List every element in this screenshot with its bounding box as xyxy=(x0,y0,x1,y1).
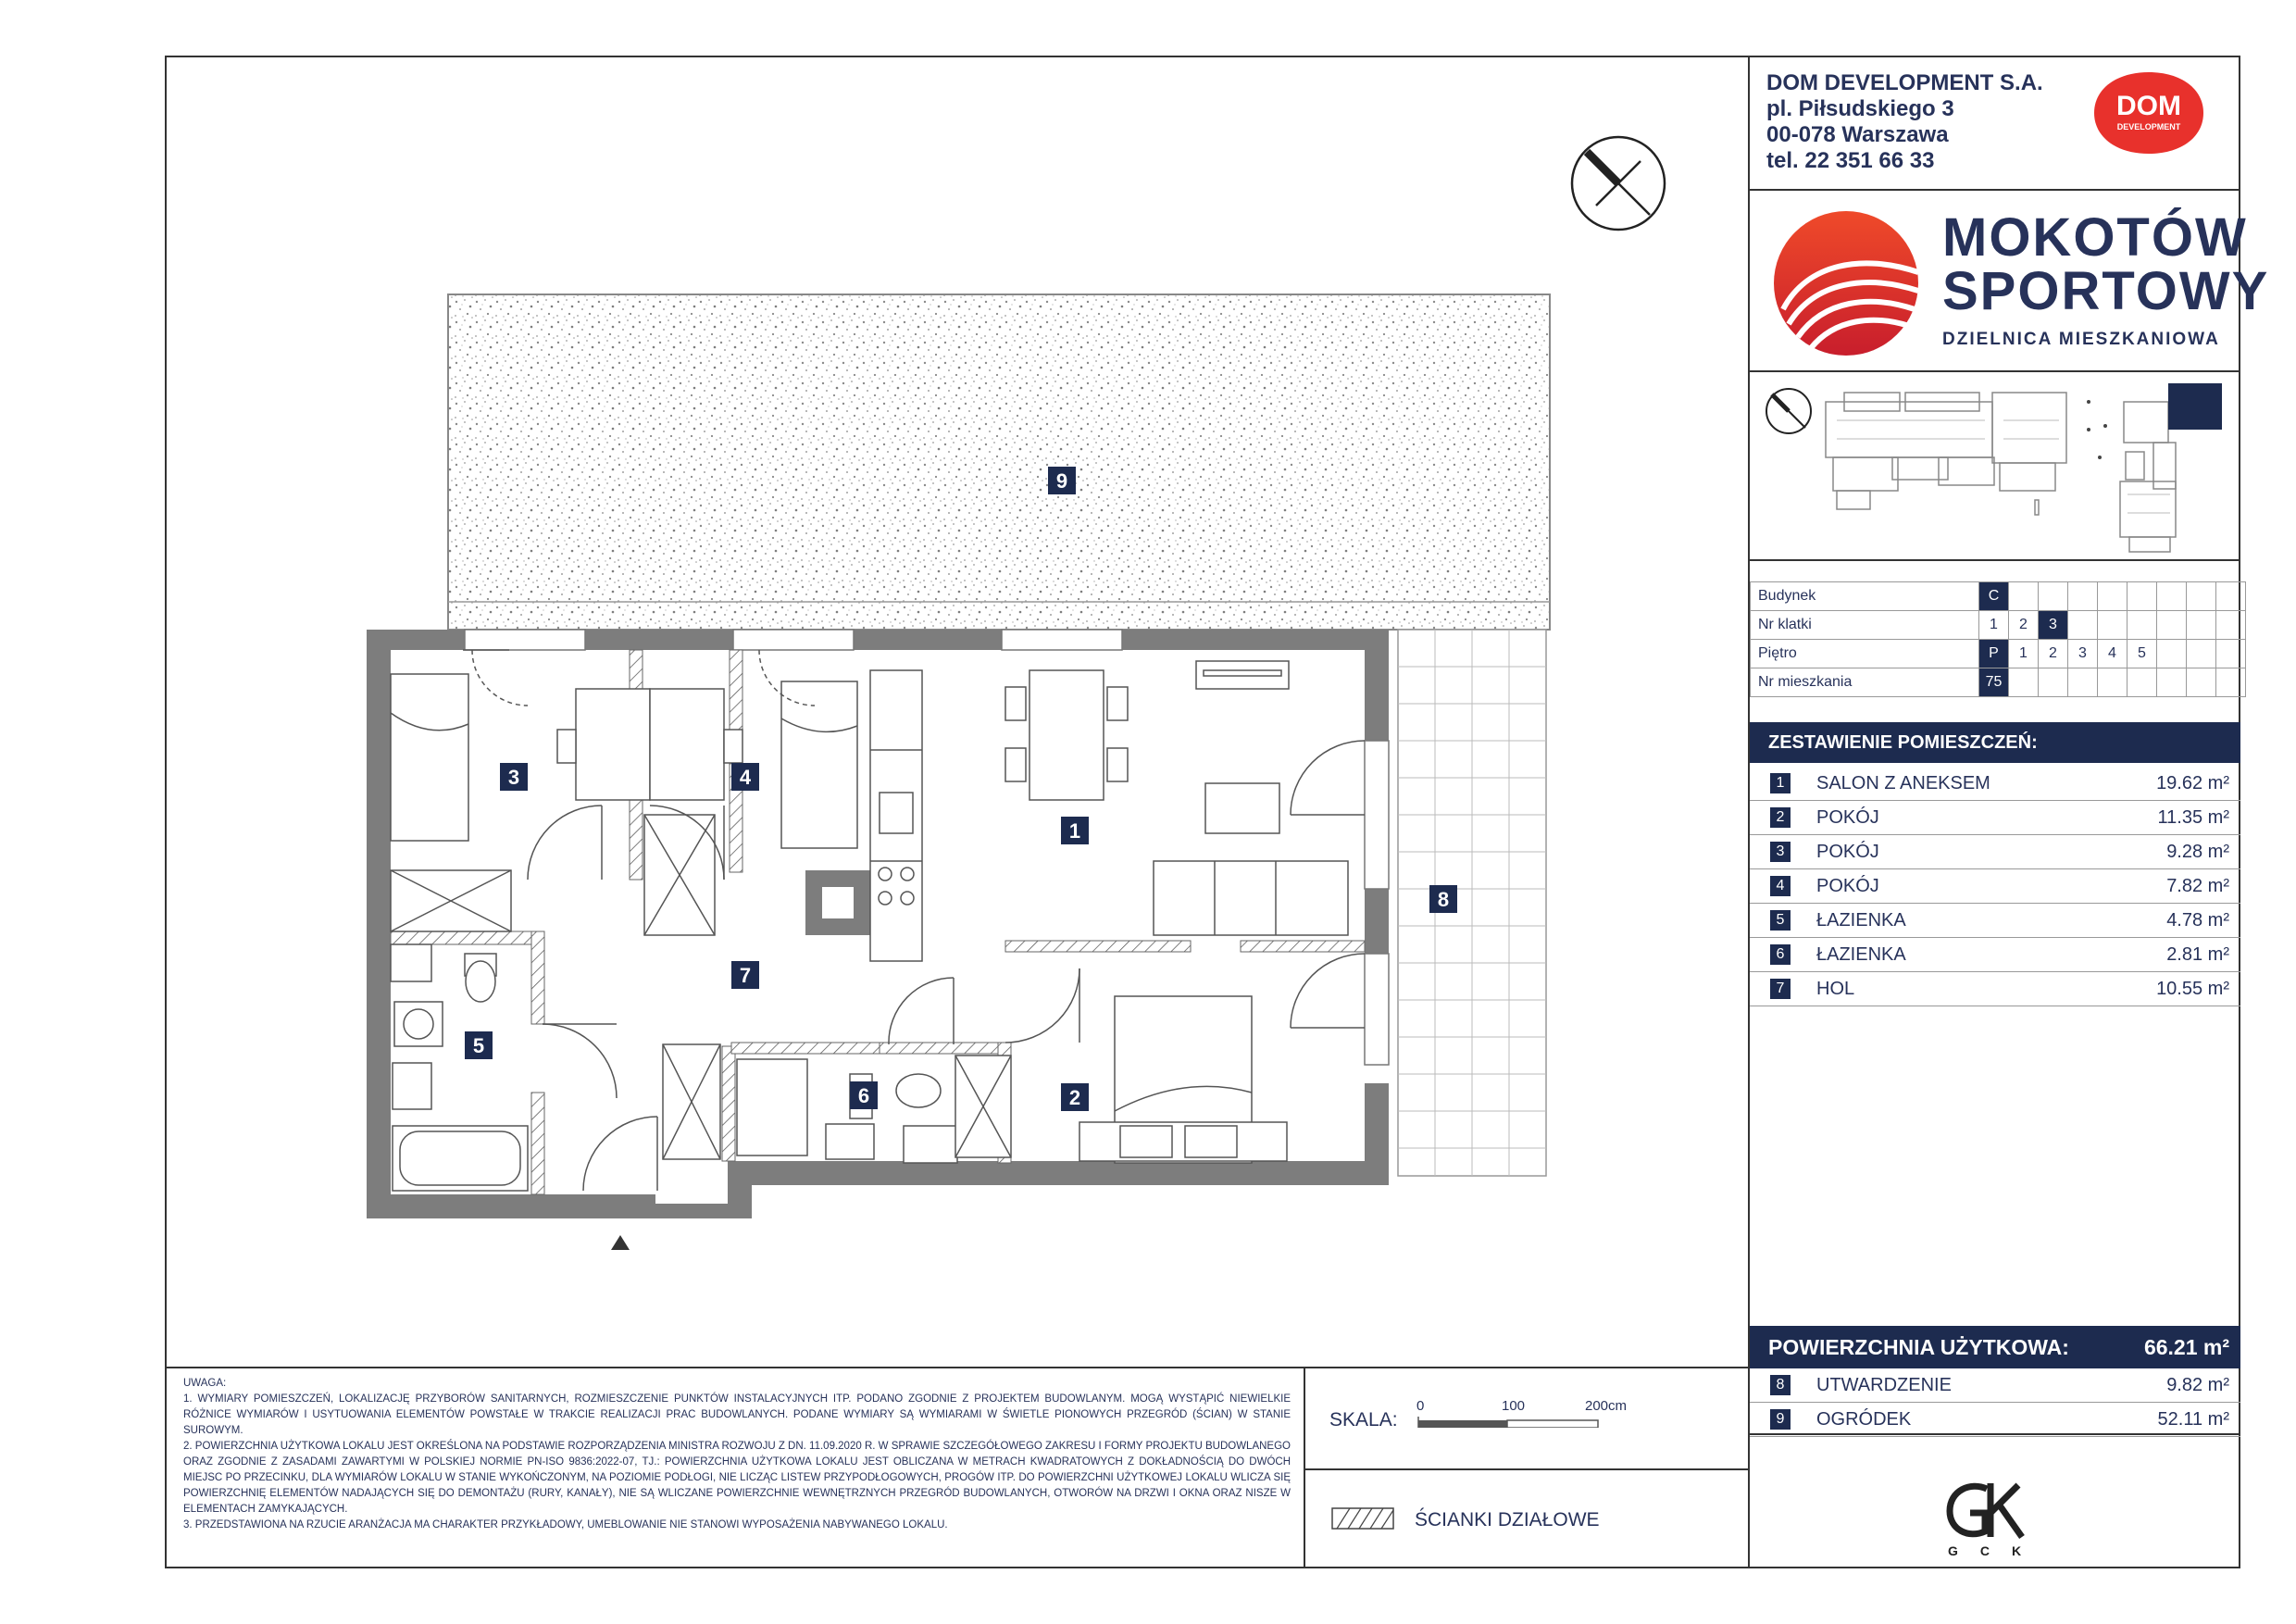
company-address-street: pl. Piłsudskiego 3 xyxy=(1766,96,1954,121)
plan-label-5: 5 xyxy=(472,1034,485,1057)
pietro-label: Piętro xyxy=(1751,640,1979,668)
note-item: 1. WYMIARY POMIESZCZEŃ, LOKALIZACJĘ PRZYBORÓW SANITARNYCH, ROZMIESZCZENIE PUNKTÓW INSTALACYJNYCH ITP. PODANO ZGODNIE Z PROJEKTEM BUDOWLANYM. MOGĄ WYSTĄPIĆ NIEWIELKIE RÓŻNICE WYMIARÓW I USYTUOWANIA ELEMENTÓW POWSTAŁE W TRAKCIE REALIZACJI PRAC BUDOWLANYCH. PODANE WYMIARY SĄ WYMIARAMI W ŚWIETLE PIONOWYCH PRZEGRÓD (ŚCIAN) W STANIE SUROWYM. xyxy=(183,1393,1291,1436)
room-row xyxy=(1750,869,2240,904)
note-item: 2. POWIERZCHNIA UŻYTKOWA LOKALU JEST OKREŚLONA NA PODSTAWIE ROZPORZĄDZENIA MINISTRA ROZWOJU Z DN. 11.09.2020 R. W SPRAWIE SZCZEGÓŁOWEGO ZAKRESU I FORMY PROJEKTU BUDOWLANEGO ORAZ ZGODNIE Z ZASADAMI ZAWARTYMI W POLSKIEJ NORMIE PN-ISO 9836:2022-07, TJ.: POWIERZCHNIA UŻYTKOWA LOKALU JEST OBLICZANA W METRACH KWADRATOWYCH Z DOKŁADNOŚCIĄ DO DWÓCH MIEJSC PO PRZECINKU, DLA WYMIARÓW LOKALU W STANIE WYKOŃCZONYM, NA POZIOMIE PODŁOGI, NIE LICZĄC LISTEW PRZYPODŁOGOWYCH, PROGÓW ITP. DO POWIERZCHNI UŻYTKOWEJ LOKALU WLICZA SIĘ POWIERZCHNIĘ ELEMENTÓW NADAJĄCYCH SIĘ DO DEMONTAŻU (RURY, KANAŁY), NIE SĄ WLICZANE POWIERZCHNIE WEWNĘTRZNYCH PRZEGRÓD BUDOWLANYCH, OTWORÓW NA DRZWI I OKNA ORAZ NISZE W ELEMENTACH ZAMYKAJĄCYCH. xyxy=(183,1441,1291,1515)
pietro-cell: 3 xyxy=(2068,640,2098,668)
rooms-header: ZESTAWIENIE POMIESZCZEŃ: xyxy=(1750,722,2240,763)
room-area: 2.81 m² xyxy=(2166,944,2229,965)
room-name: POKÓJ xyxy=(1816,842,1879,862)
plan-label-2: 2 xyxy=(1068,1086,1081,1109)
pietro-cell: 1 xyxy=(2009,640,2039,668)
project-name-line1: MOKOTÓW xyxy=(1942,207,2248,268)
info-row-pietro xyxy=(1751,640,2246,668)
plan-label-6: 6 xyxy=(857,1084,870,1107)
klatka-cell: 2 xyxy=(2009,611,2039,640)
project-subtitle: DZIELNICA MIESZKANIOWA xyxy=(1942,330,2220,349)
gck-letters: GCK xyxy=(1948,1543,2044,1558)
plan-label-9: 9 xyxy=(1055,469,1068,493)
extras-list xyxy=(1750,1368,2240,1437)
extra-area: 52.11 m² xyxy=(2157,1409,2229,1430)
partition-wall-label: ŚCIANKI DZIAŁOWE xyxy=(1415,1509,1600,1530)
plan-label-1: 1 xyxy=(1068,819,1081,843)
garden-area xyxy=(448,294,1550,630)
room-number-badge: 1 xyxy=(1770,773,1791,793)
extra-area: 9.82 m² xyxy=(2166,1375,2229,1395)
notes-divider xyxy=(165,1367,1750,1368)
extra-name: UTWARDZENIE xyxy=(1816,1375,1952,1395)
structural-columns xyxy=(805,870,870,935)
mokotow-sportowy-emblem xyxy=(1770,207,1928,359)
info-row-mieszkanie xyxy=(1751,668,2246,697)
extra-row xyxy=(1750,1368,2240,1403)
company-phone: tel. 22 351 66 33 xyxy=(1766,148,1935,173)
info-row-klatka xyxy=(1751,611,2246,640)
company-divider xyxy=(1748,189,2240,191)
room-area: 11.35 m² xyxy=(2157,807,2229,828)
room-name: HOL xyxy=(1816,979,1855,999)
info-row-budynek xyxy=(1751,582,2246,611)
room-number-badge: 3 xyxy=(1770,842,1791,862)
legend-divider xyxy=(1304,1468,1750,1470)
scale-divider xyxy=(1304,1367,1305,1568)
budynek-value: C xyxy=(1979,582,2009,611)
usable-area-bar xyxy=(1750,1326,2240,1368)
floor-plan xyxy=(352,278,1555,1259)
room-row xyxy=(1750,835,2240,869)
dom-development-logo xyxy=(2090,69,2207,157)
extra-row xyxy=(1750,1403,2240,1437)
plan-label-4: 4 xyxy=(739,766,752,789)
pietro-cell: 4 xyxy=(2098,640,2128,668)
room-row xyxy=(1750,972,2240,1006)
keyplan-compass-icon xyxy=(1766,389,1811,433)
budynek-label: Budynek xyxy=(1751,582,1979,611)
room-name: POKÓJ xyxy=(1816,807,1879,828)
mieszkanie-label: Nr mieszkania xyxy=(1751,668,1979,697)
room-number-badge: 2 xyxy=(1770,807,1791,828)
klatka-cell-selected: 3 xyxy=(2039,611,2068,640)
apartment-info-table xyxy=(1750,581,2246,697)
klatka-cell: 1 xyxy=(1979,611,2009,640)
project-name xyxy=(1942,207,2270,350)
rooms-list xyxy=(1750,767,2240,1006)
mieszkanie-value: 75 xyxy=(1979,668,2009,697)
keyplan-divider xyxy=(1748,559,2240,561)
room-area: 10.55 m² xyxy=(2156,979,2229,999)
dom-logo-word: DOM xyxy=(2116,91,2181,121)
klatka-label: Nr klatki xyxy=(1751,611,1979,640)
notes-block xyxy=(183,1376,1291,1533)
room-area: 4.78 m² xyxy=(2166,910,2229,931)
terrace-area xyxy=(1398,630,1546,1176)
partition-wall-swatch xyxy=(1331,1507,1394,1530)
plan-label-8: 8 xyxy=(1437,888,1450,911)
room-name: POKÓJ xyxy=(1816,876,1879,896)
scale-tick-0: 0 xyxy=(1416,1398,1425,1414)
entrance-arrow-icon xyxy=(611,1235,630,1250)
room-name: ŁAZIENKA xyxy=(1816,910,1906,931)
project-name-line2: SPORTOWY xyxy=(1942,261,2270,321)
company-info xyxy=(1766,70,2043,174)
extra-number-badge: 8 xyxy=(1770,1375,1791,1395)
project-divider xyxy=(1748,370,2240,372)
room-name: ŁAZIENKA xyxy=(1816,944,1906,965)
room-number-badge: 4 xyxy=(1770,876,1791,896)
north-compass-icon xyxy=(1565,130,1672,237)
scale-bar xyxy=(1416,1400,1602,1428)
scale-tick-200: 200cm xyxy=(1585,1398,1628,1414)
plan-label-3: 3 xyxy=(507,766,520,789)
room-number-badge: 5 xyxy=(1770,910,1791,931)
room-row xyxy=(1750,904,2240,938)
room-area: 9.28 m² xyxy=(2166,842,2229,862)
room-number-badge: 6 xyxy=(1770,944,1791,965)
company-name: DOM DEVELOPMENT S.A. xyxy=(1766,70,2043,95)
extra-name: OGRÓDEK xyxy=(1816,1409,1912,1430)
pietro-cell-selected: P xyxy=(1979,640,2009,668)
dom-logo-subword: DEVELOPMENT xyxy=(2116,122,2181,131)
room-area: 19.62 m² xyxy=(2156,773,2229,793)
plan-label-7: 7 xyxy=(739,964,752,987)
scale-label: SKALA: xyxy=(1329,1409,1398,1430)
company-address-city: 00-078 Warszawa xyxy=(1766,122,1949,147)
room-name: SALON Z ANEKSEM xyxy=(1816,773,1990,793)
building-key-plan xyxy=(1753,374,2237,559)
notes-title: UWAGA: xyxy=(183,1378,227,1389)
room-number-badge: 7 xyxy=(1770,979,1791,999)
room-area: 7.82 m² xyxy=(2166,876,2229,896)
keyplan-highlighted-stair xyxy=(2168,383,2222,430)
note-item: 3. PRZEDSTAWIONA NA RZUCIE ARANŻACJA MA CHARAKTER PRZYKŁADOWY, UMEBLOWANIE NIE STANOWI WYPOSAŻENIA NABYWANEGO LOKALU. xyxy=(183,1519,948,1530)
extra-number-badge: 9 xyxy=(1770,1409,1791,1430)
usable-area-label: POWIERZCHNIA UŻYTKOWA: xyxy=(1768,1335,2069,1359)
room-row xyxy=(1750,801,2240,835)
scale-tick-100: 100 xyxy=(1502,1398,1526,1414)
keyplan-buildings xyxy=(1826,393,2176,552)
pietro-cell: 2 xyxy=(2039,640,2068,668)
pietro-cell: 5 xyxy=(2128,640,2157,668)
usable-area-value: 66.21 m² xyxy=(2143,1335,2229,1359)
room-row xyxy=(1750,767,2240,801)
room-row xyxy=(1750,938,2240,972)
